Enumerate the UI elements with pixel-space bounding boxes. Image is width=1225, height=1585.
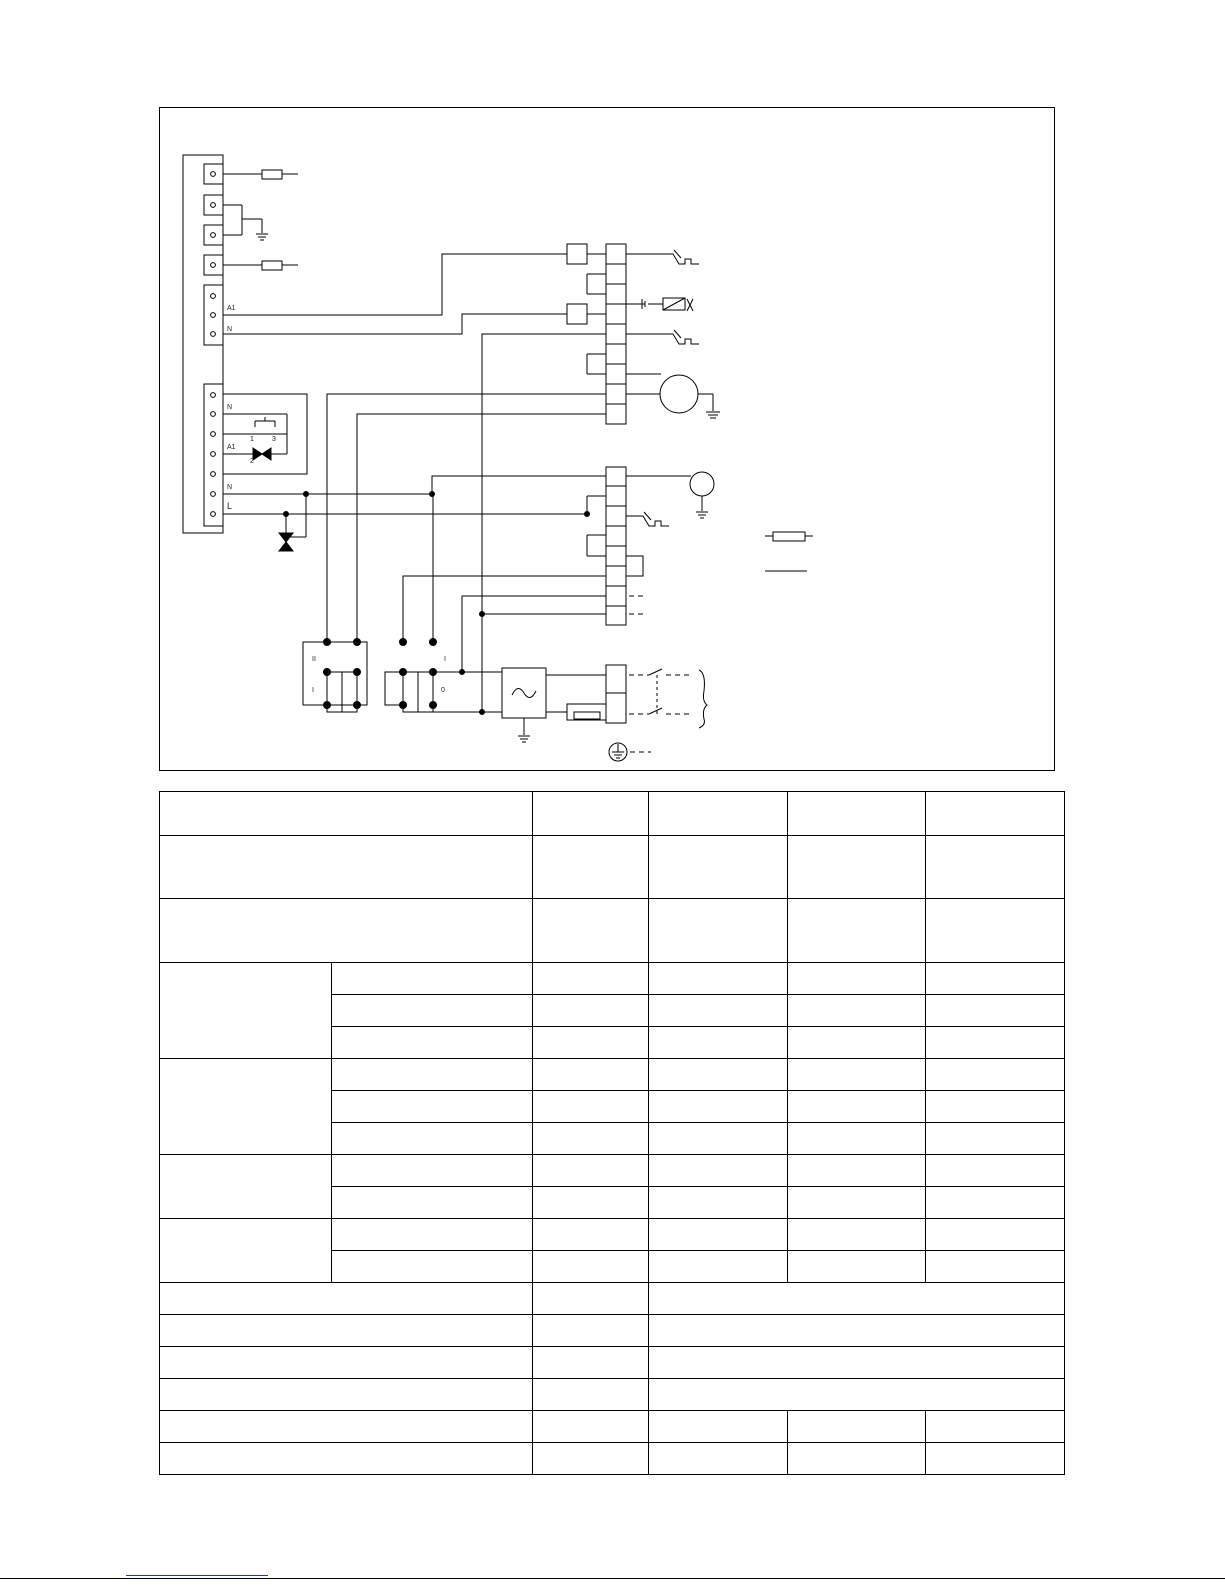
- wire-n-lower-block: [432, 476, 606, 494]
- table-row: [160, 1411, 1065, 1443]
- table-cell: [649, 836, 788, 899]
- table-cell: [788, 963, 926, 995]
- table-cell: [533, 1091, 649, 1123]
- thermostat-switch-3: [626, 516, 669, 526]
- lower-control-block: [587, 467, 626, 625]
- table-cell: [533, 963, 649, 995]
- table-row: [160, 1379, 1065, 1411]
- table-cell: [788, 1443, 926, 1475]
- table-cell: [160, 1283, 533, 1315]
- table-cell: [533, 792, 649, 836]
- table-cell: [788, 1411, 926, 1443]
- table-cell: [649, 1187, 788, 1219]
- spec-table: [159, 791, 1065, 1475]
- table-cell: [160, 1347, 533, 1379]
- relay-pin-1: 1: [250, 436, 254, 443]
- valve-icon-l-line-bottom: [279, 542, 293, 551]
- table-cell: [533, 995, 649, 1027]
- table-cell: [926, 1251, 1065, 1283]
- table-group-cell: [160, 1219, 332, 1283]
- solenoid-coil: [626, 298, 693, 311]
- table-cell: [649, 995, 788, 1027]
- table-cell: [926, 1411, 1065, 1443]
- sensor-top-1: [223, 170, 298, 179]
- table-cell: [649, 1251, 788, 1283]
- table-cell: [649, 899, 788, 963]
- table-cell: [332, 1027, 533, 1059]
- table-cell: [926, 1059, 1065, 1091]
- footer-divider: [0, 1578, 1225, 1579]
- table-cell: [533, 836, 649, 899]
- table-cell: [332, 995, 533, 1027]
- table-cell: [533, 1027, 649, 1059]
- table-row: [160, 1155, 1065, 1187]
- table-cell: [533, 1155, 649, 1187]
- table-cell: [160, 1411, 533, 1443]
- table-cell: [926, 963, 1065, 995]
- table-cell: [788, 1123, 926, 1155]
- table-cell: [533, 1123, 649, 1155]
- table-cell: [649, 1219, 788, 1251]
- table-row: [160, 899, 1065, 963]
- table-group-cell: [160, 1155, 332, 1219]
- table-row: [160, 1347, 1065, 1379]
- table-cell: [788, 1091, 926, 1123]
- table-cell: [788, 1059, 926, 1091]
- fan-motor-lower: [626, 472, 714, 518]
- wire-n-upper: [223, 314, 567, 334]
- table-cell: [533, 1187, 649, 1219]
- table-cell: [160, 792, 533, 836]
- table-cell: [160, 899, 533, 963]
- table-cell: [788, 1219, 926, 1251]
- legend-fuse-symbol: [765, 532, 813, 541]
- table-cell: [649, 1091, 788, 1123]
- table-cell: [788, 995, 926, 1027]
- table-cell: [649, 1411, 788, 1443]
- selector-switch-contacts: [324, 639, 485, 715]
- thermostat-switch-2: [626, 334, 699, 344]
- table-cell: [160, 1443, 533, 1475]
- table-cell: [533, 1059, 649, 1091]
- table-cell: [533, 1347, 649, 1379]
- filter-box: [462, 668, 546, 742]
- table-cell: [926, 1219, 1065, 1251]
- table-row: [160, 1315, 1065, 1347]
- table-cell: [533, 1411, 649, 1443]
- table-cell: [533, 1379, 649, 1411]
- wire-a1-upper: [223, 254, 567, 315]
- table-cell: [926, 1027, 1065, 1059]
- table-cell: [332, 963, 533, 995]
- terminal-label-l: L: [227, 501, 233, 511]
- ground-link-top: [223, 205, 268, 240]
- switch-label-i-right: I: [444, 656, 446, 663]
- footer-link[interactable]: [126, 1575, 268, 1576]
- table-cell: [788, 1155, 926, 1187]
- table-cell: [926, 1123, 1065, 1155]
- table-cell: [788, 792, 926, 836]
- table-cell: [649, 1347, 1065, 1379]
- table-cell: [533, 1219, 649, 1251]
- table-cell: [788, 899, 926, 963]
- table-row: [160, 1059, 1065, 1091]
- terminal-label-a1-block: A1: [227, 444, 236, 451]
- table-cell: [649, 1155, 788, 1187]
- table-cell: [649, 1283, 1065, 1315]
- terminal-label-a1-upper: A1: [227, 305, 236, 312]
- table-cell: [332, 1187, 533, 1219]
- table-cell: [332, 1091, 533, 1123]
- table-cell: [533, 1251, 649, 1283]
- table-cell: [533, 1443, 649, 1475]
- table-cell: [926, 1155, 1065, 1187]
- wire-to-switch-2: [462, 596, 606, 672]
- table-cell: [649, 1123, 788, 1155]
- output-terminal-block: [546, 665, 626, 723]
- table-cell: [926, 995, 1065, 1027]
- table-cell: [332, 1219, 533, 1251]
- table-cell: [926, 1443, 1065, 1475]
- table-cell: [926, 1091, 1065, 1123]
- table-group-cell: [160, 963, 332, 1059]
- table-row: [160, 1219, 1065, 1251]
- earth-terminal: [609, 743, 651, 761]
- table-cell: [649, 1059, 788, 1091]
- table-cell: [160, 1379, 533, 1411]
- table-row: [160, 792, 1065, 836]
- table-cell: [926, 899, 1065, 963]
- table-cell: [649, 1315, 1065, 1347]
- switch-label-0: 0: [441, 687, 445, 694]
- table-cell: [649, 1027, 788, 1059]
- valve-icon-relay-right: [262, 448, 271, 460]
- wiring-diagram-frame: [159, 107, 1055, 771]
- terminal-label-n-lower: N: [227, 484, 233, 491]
- table-group-cell: [160, 1059, 332, 1155]
- table-cell: [788, 1187, 926, 1219]
- thermostat-switch-1: [626, 254, 699, 264]
- table-cell: [649, 963, 788, 995]
- table-cell: [788, 836, 926, 899]
- table-cell: [332, 1155, 533, 1187]
- wire-switch-ii: [327, 394, 606, 642]
- relay-pin-2: 2: [250, 458, 254, 465]
- table-cell: [649, 1379, 1065, 1411]
- wire-vertical-480: [482, 334, 606, 714]
- table-cell: [926, 792, 1065, 836]
- table-cell: [788, 1027, 926, 1059]
- terminal-label-n-upper: N: [227, 326, 233, 333]
- loop-lower: [626, 556, 643, 576]
- output-switch-blades: [649, 669, 662, 714]
- main-terminal-strip: [183, 155, 223, 533]
- table-row: [160, 963, 1065, 995]
- table-cell: [332, 1059, 533, 1091]
- table-row: [160, 836, 1065, 899]
- relay-block: [223, 394, 307, 474]
- wiring-diagram: [1, 1, 1225, 901]
- motor-upper: [626, 374, 720, 418]
- table-cell: [649, 1443, 788, 1475]
- output-brace: [699, 670, 707, 728]
- table-cell: [926, 1187, 1065, 1219]
- table-cell: [332, 1123, 533, 1155]
- table-cell: [160, 1315, 533, 1347]
- table-row: [160, 1283, 1065, 1315]
- valve-icon-relay: [253, 448, 262, 460]
- terminal-label-n-block: N: [227, 404, 233, 411]
- sensor-top-2: [223, 261, 298, 270]
- switch-label-i-left: I: [312, 687, 314, 694]
- switch-label-ii: II: [312, 656, 316, 663]
- table-row: [160, 1443, 1065, 1475]
- table-cell: [788, 1251, 926, 1283]
- table-cell: [926, 836, 1065, 899]
- output-switches: [629, 675, 691, 714]
- junction-480: [480, 612, 485, 617]
- table-cell: [649, 792, 788, 836]
- table-cell: [533, 1315, 649, 1347]
- table-cell: [533, 1283, 649, 1315]
- relay-pin-3: 3: [272, 436, 276, 443]
- table-cell: [533, 899, 649, 963]
- table-cell: [160, 836, 533, 899]
- table-cell: [332, 1251, 533, 1283]
